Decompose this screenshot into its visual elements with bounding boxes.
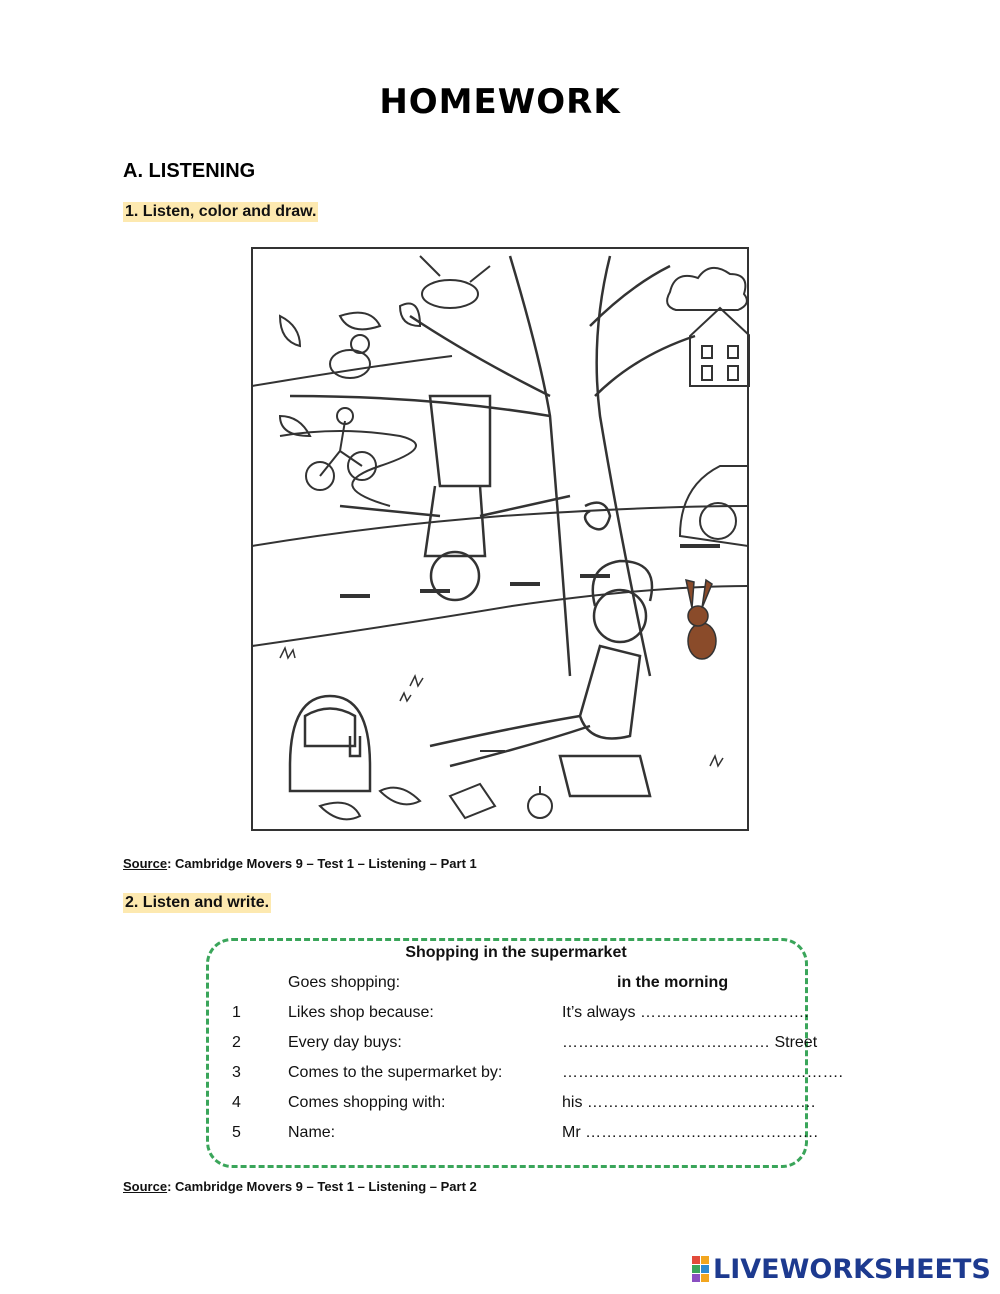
- source-text: : Cambridge Movers 9 – Test 1 – Listening – Part 2: [167, 1179, 477, 1194]
- page-title: HOMEWORK: [379, 82, 621, 122]
- exercise-2-instruction: 2. Listen and write.: [125, 894, 270, 911]
- exercise-1-instruction: 1. Listen, color and draw.: [125, 203, 317, 220]
- answer-blank[interactable]: ………………………………… Street: [562, 1034, 818, 1051]
- answer-blank[interactable]: …………………………………….……….: [562, 1064, 843, 1081]
- source-label: Source: [123, 856, 168, 871]
- row-number: 1: [232, 1004, 241, 1021]
- source-note-1: [123, 856, 477, 871]
- row-label: Likes shop because:: [288, 1004, 434, 1021]
- box-title: Shopping in the supermarket: [405, 944, 627, 961]
- liveworksheets-logo[interactable]: [692, 1254, 991, 1284]
- row-number: 4: [232, 1094, 241, 1111]
- logo-mark-icon: [692, 1256, 709, 1282]
- row-label: Comes shopping with:: [288, 1094, 446, 1111]
- section-heading-listening: A. LISTENING: [123, 160, 256, 182]
- source-text: : Cambridge Movers 9 – Test 1 – Listening – Part 1: [167, 856, 477, 871]
- answer-blank[interactable]: It’s always ………….……………….: [562, 1004, 809, 1021]
- row-label: Name:: [288, 1124, 336, 1141]
- row-number: 2: [232, 1034, 241, 1051]
- source-note-2: [123, 1179, 477, 1194]
- brand-name: LIVEWORKSHEETS: [713, 1253, 991, 1285]
- row-number: 3: [232, 1064, 241, 1081]
- example-label: Goes shopping:: [288, 974, 401, 991]
- answer-blank[interactable]: Mr ……………….…………………….: [562, 1124, 818, 1141]
- example-answer: in the morning: [617, 974, 729, 991]
- row-number: 5: [232, 1124, 241, 1141]
- coloring-picture[interactable]: [250, 246, 750, 832]
- row-label: Every day buys:: [288, 1034, 402, 1051]
- source-label: Source: [123, 1179, 168, 1194]
- answer-blank[interactable]: his …………………………………….: [562, 1094, 816, 1111]
- row-label: Comes to the supermarket by:: [288, 1064, 503, 1081]
